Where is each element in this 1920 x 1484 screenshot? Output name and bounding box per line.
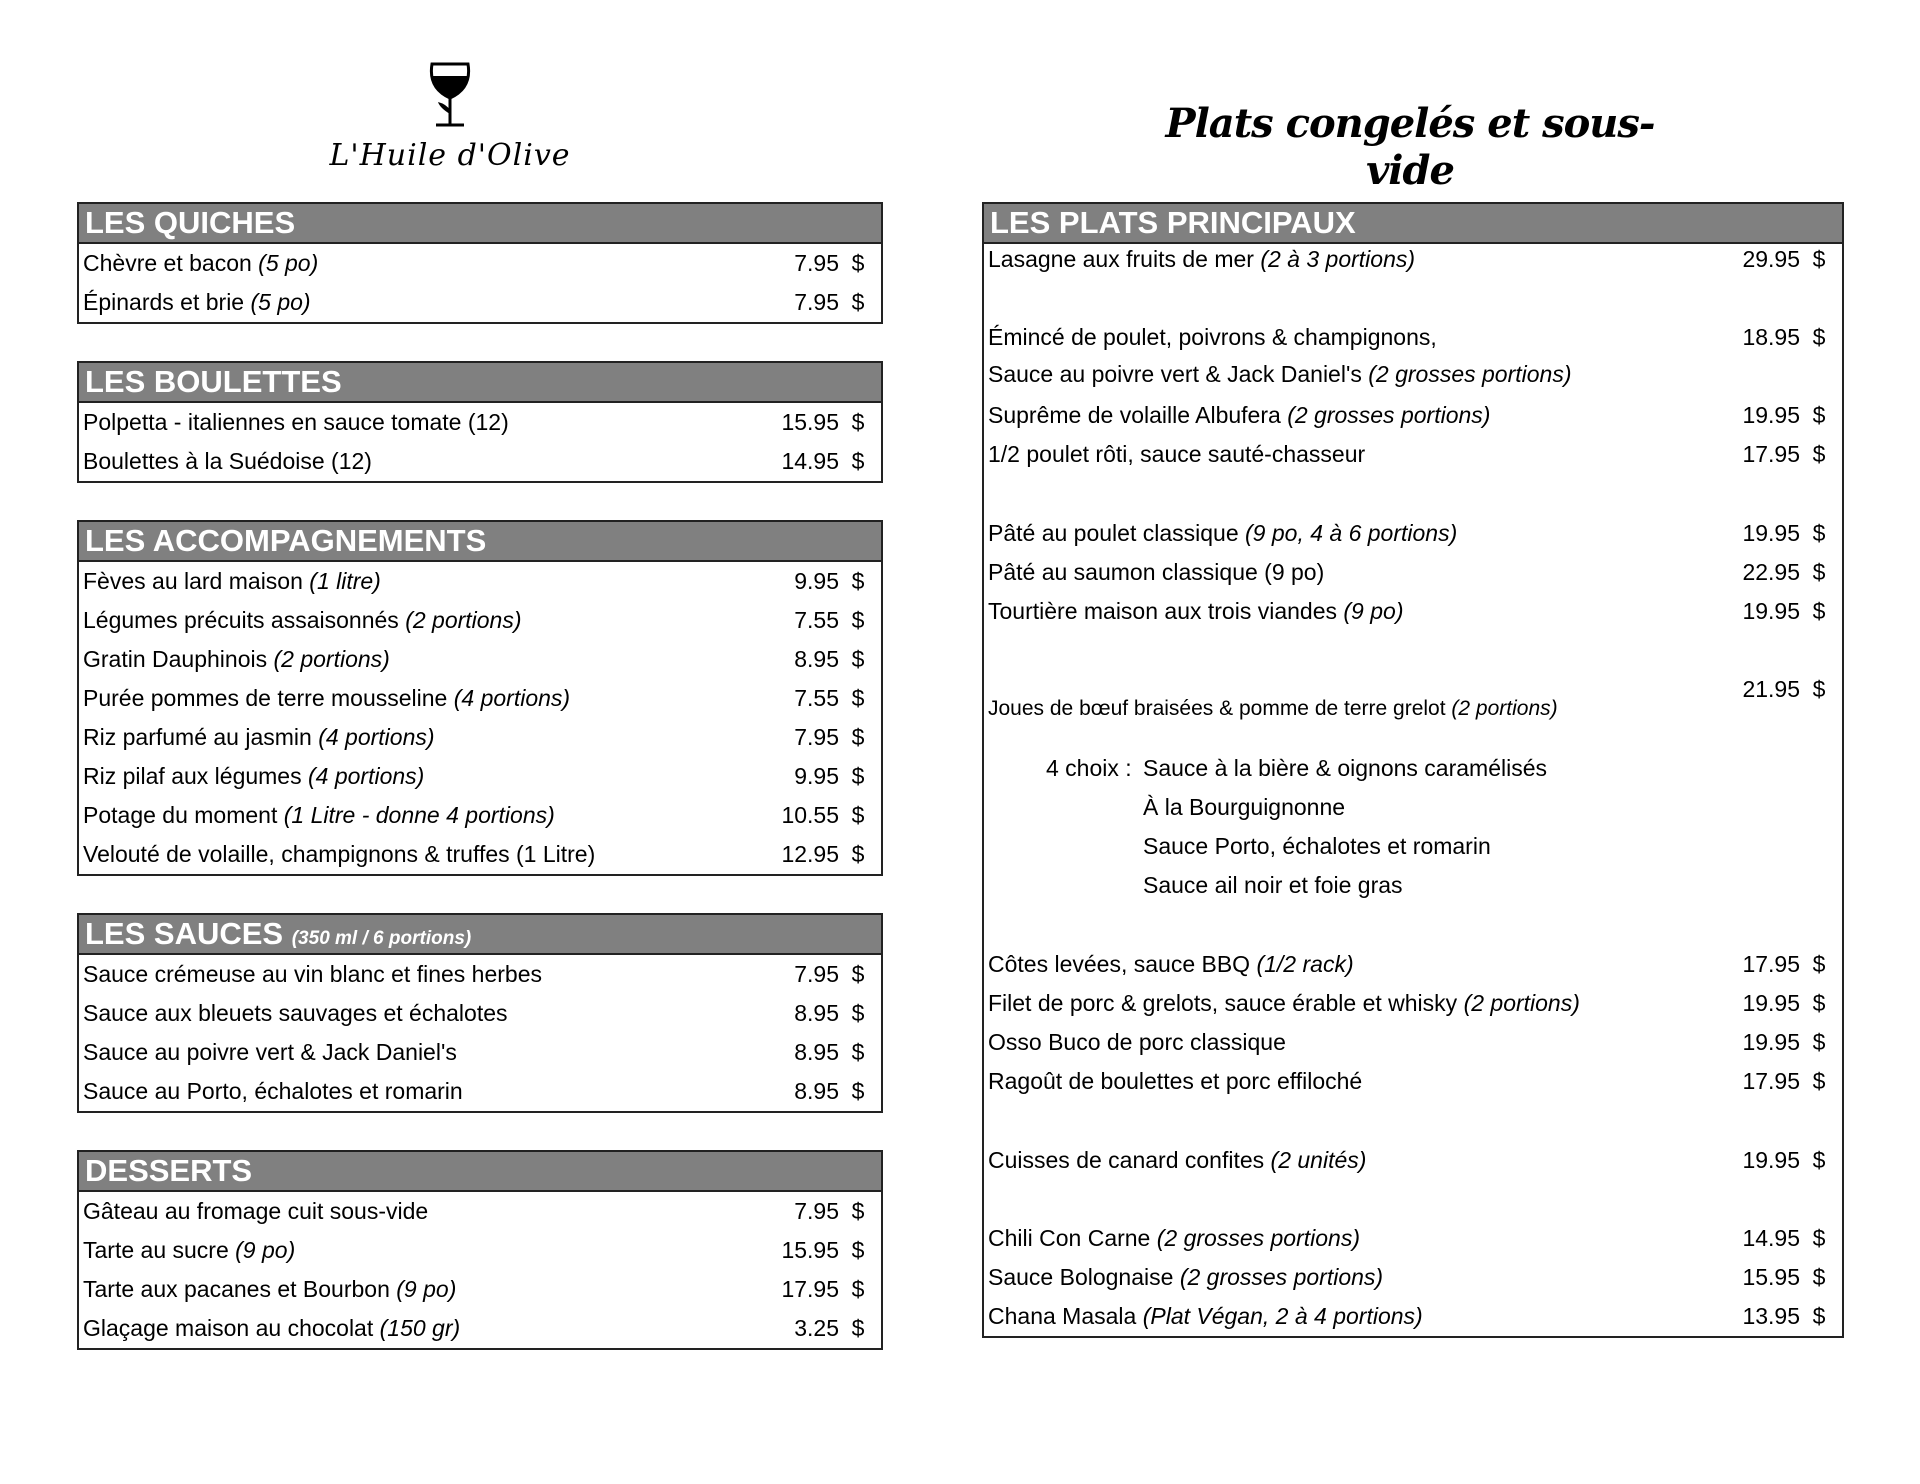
section-boulettes	[77, 361, 883, 483]
section-desserts	[77, 1150, 883, 1350]
item-price: 15.95	[781, 409, 839, 435]
item-price: 9.95	[794, 763, 839, 789]
item-price: 15.95	[1742, 1264, 1800, 1290]
menu-item: Pâté au saumon classique (9 po) 22.95 $	[988, 559, 1826, 585]
menu-item: Purée pommes de terre mousseline (4 portions) 7.55 $	[83, 685, 865, 711]
menu-item: Épinards et brie (5 po) 7.95 $	[83, 289, 865, 315]
menu-item: Lasagne aux fruits de mer (2 à 3 portions) 29.95 $	[988, 246, 1826, 272]
item-price: 10.55	[781, 802, 839, 828]
menu-item: Suprême de volaille Albufera (2 grosses portions) 19.95 $	[988, 402, 1826, 428]
menu-item: Côtes levées, sauce BBQ (1/2 rack) 17.95 $	[988, 951, 1826, 977]
menu-item: Sauce aux bleuets sauvages et échalotes 8.95 $	[83, 1000, 865, 1026]
item-price: 12.95	[781, 841, 839, 867]
menu-item: Tarte au sucre (9 po) 15.95 $	[83, 1237, 865, 1263]
item-price: 7.95	[794, 250, 839, 276]
item-price: 19.95	[1742, 1147, 1800, 1173]
item-price: 7.55	[794, 607, 839, 633]
item-price: 8.95	[794, 1000, 839, 1026]
menu-item: Filet de porc & grelots, sauce érable et whisky (2 portions) 19.95 $	[988, 990, 1826, 1016]
menu-item: Osso Buco de porc classique 19.95 $	[988, 1029, 1826, 1055]
menu-item: Glaçage maison au chocolat (150 gr) 3.25 $	[83, 1315, 865, 1341]
menu-item: Cuisses de canard confites (2 unités) 19.95 $	[988, 1147, 1826, 1173]
brand-name: L'Huile d'Olive	[329, 138, 571, 173]
section-header: LES BOULETTES	[79, 363, 881, 403]
menu-item: Riz parfumé au jasmin (4 portions) 7.95 $	[83, 724, 865, 750]
item-price: 29.95	[1742, 246, 1800, 272]
section-header: LES ACCOMPAGNEMENTS	[79, 522, 881, 562]
item-price: 17.95	[1742, 1068, 1800, 1094]
choice-option: À la Bourguignonne	[1143, 794, 1346, 820]
menu-item: 1/2 poulet rôti, sauce sauté-chasseur 17.95 $	[988, 441, 1826, 467]
section-header: DESSERTS	[79, 1152, 881, 1192]
menu-item: Tarte aux pacanes et Bourbon (9 po) 17.95 $	[83, 1276, 865, 1302]
item-price: 17.95	[781, 1276, 839, 1302]
item-price: 7.55	[794, 685, 839, 711]
menu-item: Riz pilaf aux légumes (4 portions) 9.95 $	[83, 763, 865, 789]
menu-item: Chili Con Carne (2 grosses portions) 14.95 $	[988, 1225, 1826, 1251]
section-sauces	[77, 913, 883, 1113]
item-price: 14.95	[781, 448, 839, 474]
item-price: 14.95	[1742, 1225, 1800, 1251]
item-price: 8.95	[794, 646, 839, 672]
menu-item: Gratin Dauphinois (2 portions) 8.95 $	[83, 646, 865, 672]
item-price: 7.95	[794, 1198, 839, 1224]
menu-item-continuation: Sauce au poivre vert & Jack Daniel's (2 grosses portions)	[988, 361, 1572, 387]
brand-logo	[320, 62, 580, 187]
choices-label: 4 choix :	[1046, 755, 1132, 781]
item-price: 17.95	[1742, 441, 1800, 467]
item-price: 8.95	[794, 1039, 839, 1065]
item-price: 15.95	[781, 1237, 839, 1263]
menu-item: Sauce Bolognaise (2 grosses portions) 15.95 $	[988, 1264, 1826, 1290]
left-column	[77, 202, 883, 1387]
item-price: 8.95	[794, 1078, 839, 1104]
menu-item: Sauce au Porto, échalotes et romarin 8.95 $	[83, 1078, 865, 1104]
choice-option: Sauce Porto, échalotes et romarin	[1143, 833, 1491, 859]
item-price: 13.95	[1742, 1303, 1800, 1329]
menu-item: Tourtière maison aux trois viandes (9 po) 19.95 $	[988, 598, 1826, 624]
section-header: LES PLATS PRINCIPAUX	[984, 204, 1842, 244]
item-price: 3.25	[794, 1315, 839, 1341]
item-price: 17.95	[1742, 951, 1800, 977]
section-quiches	[77, 202, 883, 324]
item-price: 19.95	[1742, 1029, 1800, 1055]
menu-item: Potage du moment (1 Litre - donne 4 portions) 10.55 $	[83, 802, 865, 828]
item-price: 19.95	[1742, 520, 1800, 546]
item-price: 19.95	[1742, 990, 1800, 1016]
menu-item: Chana Masala (Plat Végan, 2 à 4 portions) 13.95 $	[988, 1303, 1826, 1329]
menu-item: Fèves au lard maison (1 litre) 9.95 $	[83, 568, 865, 594]
menu-item: Gâteau au fromage cuit sous-vide 7.95 $	[83, 1198, 865, 1224]
menu-item: Ragoût de boulettes et porc effiloché 17.95 $	[988, 1068, 1826, 1094]
menu-item: Chèvre et bacon (5 po) 7.95 $	[83, 250, 865, 276]
item-price: 7.95	[794, 724, 839, 750]
choice-option: Sauce ail noir et foie gras	[1143, 872, 1403, 898]
item-price: 21.95	[1742, 676, 1800, 702]
item-price: 9.95	[794, 568, 839, 594]
item-price: 22.95	[1742, 559, 1800, 585]
menu-item: Polpetta - italiennes en sauce tomate (12) 15.95 $	[83, 409, 865, 435]
item-price: 19.95	[1742, 402, 1800, 428]
page-title: Plats congelés et sous-vide	[1165, 100, 1655, 194]
menu-item: Légumes précuits assaisonnés (2 portions) 7.55 $	[83, 607, 865, 633]
item-price: 7.95	[794, 289, 839, 315]
menu-item: Pâté au poulet classique (9 po, 4 à 6 portions) 19.95 $	[988, 520, 1826, 546]
menu-item: Velouté de volaille, champignons & truffes (1 Litre) 12.95 $	[83, 841, 865, 867]
item-price: 19.95	[1742, 598, 1800, 624]
menu-item: Sauce au poivre vert & Jack Daniel's 8.95 $	[83, 1039, 865, 1065]
wine-glass-icon	[428, 62, 472, 128]
section-header: LES QUICHES	[79, 204, 881, 244]
choice-option: Sauce à la bière & oignons caramélisés	[1143, 755, 1548, 781]
menu-item-price: 21.95 $	[988, 676, 1842, 703]
menu-item: Sauce crémeuse au vin blanc et fines herbes 7.95 $	[83, 961, 865, 987]
menu-item: Émincé de poulet, poivrons & champignons, 18.95 $	[988, 324, 1826, 350]
menu-item: Joues de bœuf braisées & pomme de terre grelot (2 portions)	[988, 697, 1558, 720]
section-subheader: (350 ml / 6 portions)	[291, 928, 472, 949]
item-price: 7.95	[794, 961, 839, 987]
section-plats-principaux	[982, 202, 1844, 1338]
section-accompagnements	[77, 520, 883, 876]
item-price: 18.95	[1742, 324, 1800, 350]
menu-item: Boulettes à la Suédoise (12) 14.95 $	[83, 448, 865, 474]
section-header: LES SAUCES (350 ml / 6 portions)	[79, 915, 881, 955]
